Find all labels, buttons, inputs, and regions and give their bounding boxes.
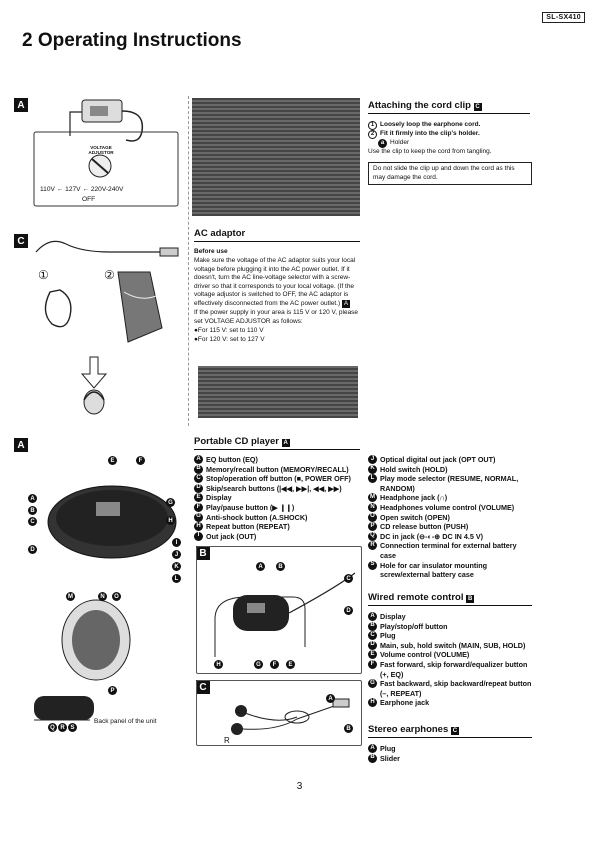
clip-step-2: ② (104, 268, 115, 282)
item-text: EQ button (EQ) (206, 455, 258, 464)
cord-clip-steps (368, 121, 532, 157)
item-text: Plug (380, 631, 396, 641)
item-key: C (194, 474, 203, 483)
item-key: B (194, 465, 203, 474)
earphone-illustration (196, 680, 362, 746)
item-text: Open switch (OPEN) (380, 512, 450, 522)
remote-callout-e: E (286, 660, 295, 669)
remote-callout-h: H (214, 660, 223, 669)
item-key: A (368, 612, 377, 621)
item-key: D (194, 484, 203, 493)
page-title: 2 Operating Instructions (22, 30, 242, 51)
list-item (368, 503, 532, 513)
item-text: Play/stop/off button (380, 621, 448, 631)
item-key: G (194, 513, 203, 522)
item-text: Play mode selector (RESUME, NORMAL, RANDOM) (380, 474, 519, 493)
item-text: Skip/search buttons (|◀◀, ▶▶|, ◀◀, ▶▶) (206, 483, 342, 493)
item-key: J (368, 455, 377, 464)
voltage-photo (192, 98, 360, 216)
step-1-number-icon: 1 (368, 121, 377, 130)
item-text: Hole for car insulator mounting screw/external battery case (380, 560, 488, 580)
item-text: DC in jack (⊖-◐-⊕ DC IN 4.5 V) (380, 531, 484, 541)
item-text: Hold switch (HOLD) (380, 464, 448, 474)
back-panel-caption: Back panel of the unit (94, 718, 157, 725)
item-text: CD release button (PUSH) (380, 522, 469, 532)
list-item (368, 679, 532, 698)
remote-callout-d: D (344, 606, 353, 615)
list-item (368, 474, 532, 493)
player-callout-b: B (28, 506, 37, 515)
wired-remote-heading (368, 592, 532, 606)
voltage-off-label: OFF (82, 196, 96, 203)
player-callout-h: H (166, 516, 175, 525)
item-key: H (368, 698, 377, 707)
player-callout-g: G (166, 498, 175, 507)
item-key: F (368, 660, 377, 669)
list-item (194, 493, 366, 503)
item-key: B (368, 622, 377, 631)
list-item (194, 532, 366, 542)
player-callout-s: S (68, 723, 77, 732)
list-item (194, 513, 366, 523)
item-text: Volume control (VOLUME) (380, 650, 470, 660)
list-item (368, 493, 532, 503)
ac-adaptor-body-text: Make sure the voltage of the AC adaptor suits your local voltage before plugging it into the AC power outlet. If it doesn't, turn the AC line-voltage selector with a screw-driver so that it corresponds to your local voltage. (If the voltage adjustor is switched to OFF, the AC adaptor is effectively disconnected from the AC power outlet.) (194, 257, 356, 307)
item-text: Memory/recall button (MEMORY/RECALL) (206, 464, 349, 474)
item-text: Out jack (OUT) (206, 531, 257, 541)
item-key: I (194, 532, 203, 541)
list-item (368, 465, 532, 475)
player-callout-j: J (172, 550, 181, 559)
stereo-earphones-heading-box: C (452, 728, 458, 734)
item-key: E (368, 650, 377, 659)
stereo-earphones-heading-text: Stereo earphones (368, 724, 449, 735)
ac-adaptor-bullet-2: ●For 120 V: set to 127 V (194, 336, 265, 343)
clip-step-1: ① (38, 268, 49, 282)
cord-clip-heading (368, 100, 530, 114)
portable-cd-heading-box: A (283, 440, 288, 446)
list-item (368, 612, 532, 622)
holder-callout-icon: a (378, 139, 387, 148)
cord-clip-step-2 (368, 130, 532, 139)
item-text: Fast backward, skip backward/repeat button (–, REPEAT) (380, 679, 532, 698)
cord-clip-drawing (30, 232, 182, 418)
earphone-callout-b: B (344, 724, 353, 733)
panel-marker-b: B (196, 546, 210, 560)
item-key: A (368, 744, 377, 753)
cord-clip-use-note: Use the clip to keep the cord from tangling. (368, 148, 492, 155)
item-text: Fast forward, skip forward/equalizer button (+, EQ) (380, 659, 528, 679)
item-text: Display (206, 493, 232, 503)
player-callout-i: I (172, 538, 181, 547)
cord-clip-step-1 (368, 121, 532, 130)
player-callout-l: L (172, 574, 181, 583)
holder-text: Holder (390, 139, 410, 146)
item-text: Anti-shock button (A.SHOCK) (206, 512, 308, 522)
item-key: K (368, 465, 377, 474)
list-item (368, 698, 532, 708)
player-callout-o: O (112, 592, 121, 601)
list-item (368, 541, 532, 560)
remote-callout-f: F (270, 660, 279, 669)
wired-remote-list (368, 612, 532, 708)
ac-adaptor-body2: If the power supply in your area is 115 V or 120 V, please set VOLTAGE ADJUSTOR as follows: (194, 309, 359, 325)
player-callout-d: D (28, 545, 37, 554)
ac-adaptor-heading (194, 228, 360, 242)
item-text: Slider (380, 753, 400, 763)
player-callout-a: A (28, 494, 37, 503)
player-callout-q: Q (48, 723, 57, 732)
ac-adaptor-body (194, 257, 360, 309)
stereo-earphones-list (368, 744, 532, 763)
list-item (368, 754, 532, 764)
ac-adaptor-subheading: Before use (194, 248, 228, 255)
player-callout-n: N (98, 592, 107, 601)
cord-clip-illustration (30, 232, 182, 418)
list-item (368, 744, 532, 754)
item-key: P (368, 522, 377, 531)
cord-clip-caution: Do not slide the clip up and down the cord as this may damage the cord. (368, 162, 532, 185)
step-2-number-icon: 2 (368, 130, 377, 139)
item-key: A (194, 455, 203, 464)
list-item (194, 522, 366, 532)
list-item (368, 455, 532, 465)
item-text: Earphone jack (380, 698, 430, 708)
player-callout-k: K (172, 562, 181, 571)
ac-adaptor-heading-text: AC adaptor (194, 228, 246, 239)
item-text: Stop/operation off button (■, POWER OFF) (206, 474, 351, 484)
remote-callout-g: G (254, 660, 263, 669)
cd-player-drawing (30, 440, 188, 750)
remote-callout-c: C (344, 574, 353, 583)
list-item (368, 641, 532, 651)
player-callout-m: M (68, 593, 73, 600)
ac-adaptor-bullet-1: ●For 115 V: set to 110 V (194, 327, 264, 334)
list-item (368, 622, 532, 632)
holder-note (368, 139, 532, 148)
list-item (368, 650, 532, 660)
item-text: Main, sub, hold switch (MAIN, SUB, HOLD) (380, 640, 526, 650)
earphone-right-label: R (224, 736, 230, 745)
list-item (194, 455, 366, 465)
column-divider (188, 96, 189, 426)
item-key: S (368, 561, 377, 570)
item-text: Plug (380, 744, 396, 753)
remote-callout-b: B (276, 562, 285, 571)
item-key: Q (368, 532, 377, 541)
panel-marker-a-2: A (14, 438, 28, 452)
panel-marker-c: C (14, 234, 28, 248)
cord-clip-heading-box: C (475, 104, 480, 110)
list-item (368, 660, 532, 679)
player-callout-r: R (58, 723, 67, 732)
list-item (368, 631, 532, 641)
item-text: Play/pause button (▶ ❙❙) (206, 502, 295, 512)
cord-clip-step-2-text: Fit it firmly into the clip's holder. (380, 130, 480, 137)
list-item (368, 513, 532, 523)
item-key: O (368, 513, 377, 522)
voltage-adjustor-label: VOLTAGE ADJUSTOR (88, 145, 114, 156)
list-item (368, 522, 532, 532)
adaptor-photo (198, 366, 358, 418)
item-text: Headphones volume control (VOLUME) (380, 502, 515, 512)
list-item (194, 465, 366, 475)
list-item (194, 484, 366, 494)
portable-cd-heading (194, 436, 360, 450)
cord-clip-step-1-text: Loosely loop the earphone cord. (380, 121, 481, 128)
player-callout-c: C (28, 517, 37, 526)
panel-marker-a: A (14, 98, 28, 112)
item-text: Display (380, 612, 406, 621)
item-key: G (368, 679, 377, 688)
player-callout-f: F (136, 456, 145, 465)
list-item (194, 503, 366, 513)
player-callout-e: E (108, 456, 117, 465)
list-item (194, 474, 366, 484)
item-key: B (368, 754, 377, 763)
wired-remote-heading-box: B (467, 596, 473, 602)
portable-cd-list-right (368, 455, 532, 580)
model-number: SL-SX410 (542, 12, 585, 23)
player-callout-p: P (108, 686, 117, 695)
player-illustration (30, 440, 188, 750)
item-key: H (194, 522, 203, 531)
wired-remote-heading-text: Wired remote control (368, 592, 464, 603)
voltage-scale: 110V ← 127V ← 220V-240V (40, 186, 124, 193)
item-key: R (368, 541, 377, 550)
item-key: M (368, 493, 377, 502)
item-key: E (194, 493, 203, 502)
item-key: N (368, 503, 377, 512)
page-number: 3 (296, 781, 303, 792)
item-text: Connection terminal for external battery case (380, 541, 517, 560)
item-text: Repeat button (REPEAT) (206, 522, 290, 532)
portable-cd-heading-text: Portable CD player (194, 436, 279, 447)
item-key: F (194, 503, 203, 512)
panel-marker-c-2: C (196, 680, 210, 694)
earphone-left-label: L (236, 706, 241, 715)
remote-callout-a: A (256, 562, 265, 571)
earphone-drawing (197, 681, 361, 745)
ac-adaptor-body-box: A (344, 300, 349, 307)
list-item (368, 532, 532, 542)
item-key: D (368, 641, 377, 650)
item-text: Optical digital out jack (OPT OUT) (380, 455, 496, 464)
list-item (368, 561, 532, 580)
earphone-callout-a: A (326, 694, 335, 703)
item-key: C (368, 631, 377, 640)
stereo-earphones-heading (368, 724, 532, 738)
item-text: Headphone jack (∩) (380, 493, 448, 503)
cord-clip-heading-text: Attaching the cord clip (368, 100, 471, 111)
portable-cd-list-left (194, 455, 366, 541)
item-key: L (368, 474, 377, 483)
